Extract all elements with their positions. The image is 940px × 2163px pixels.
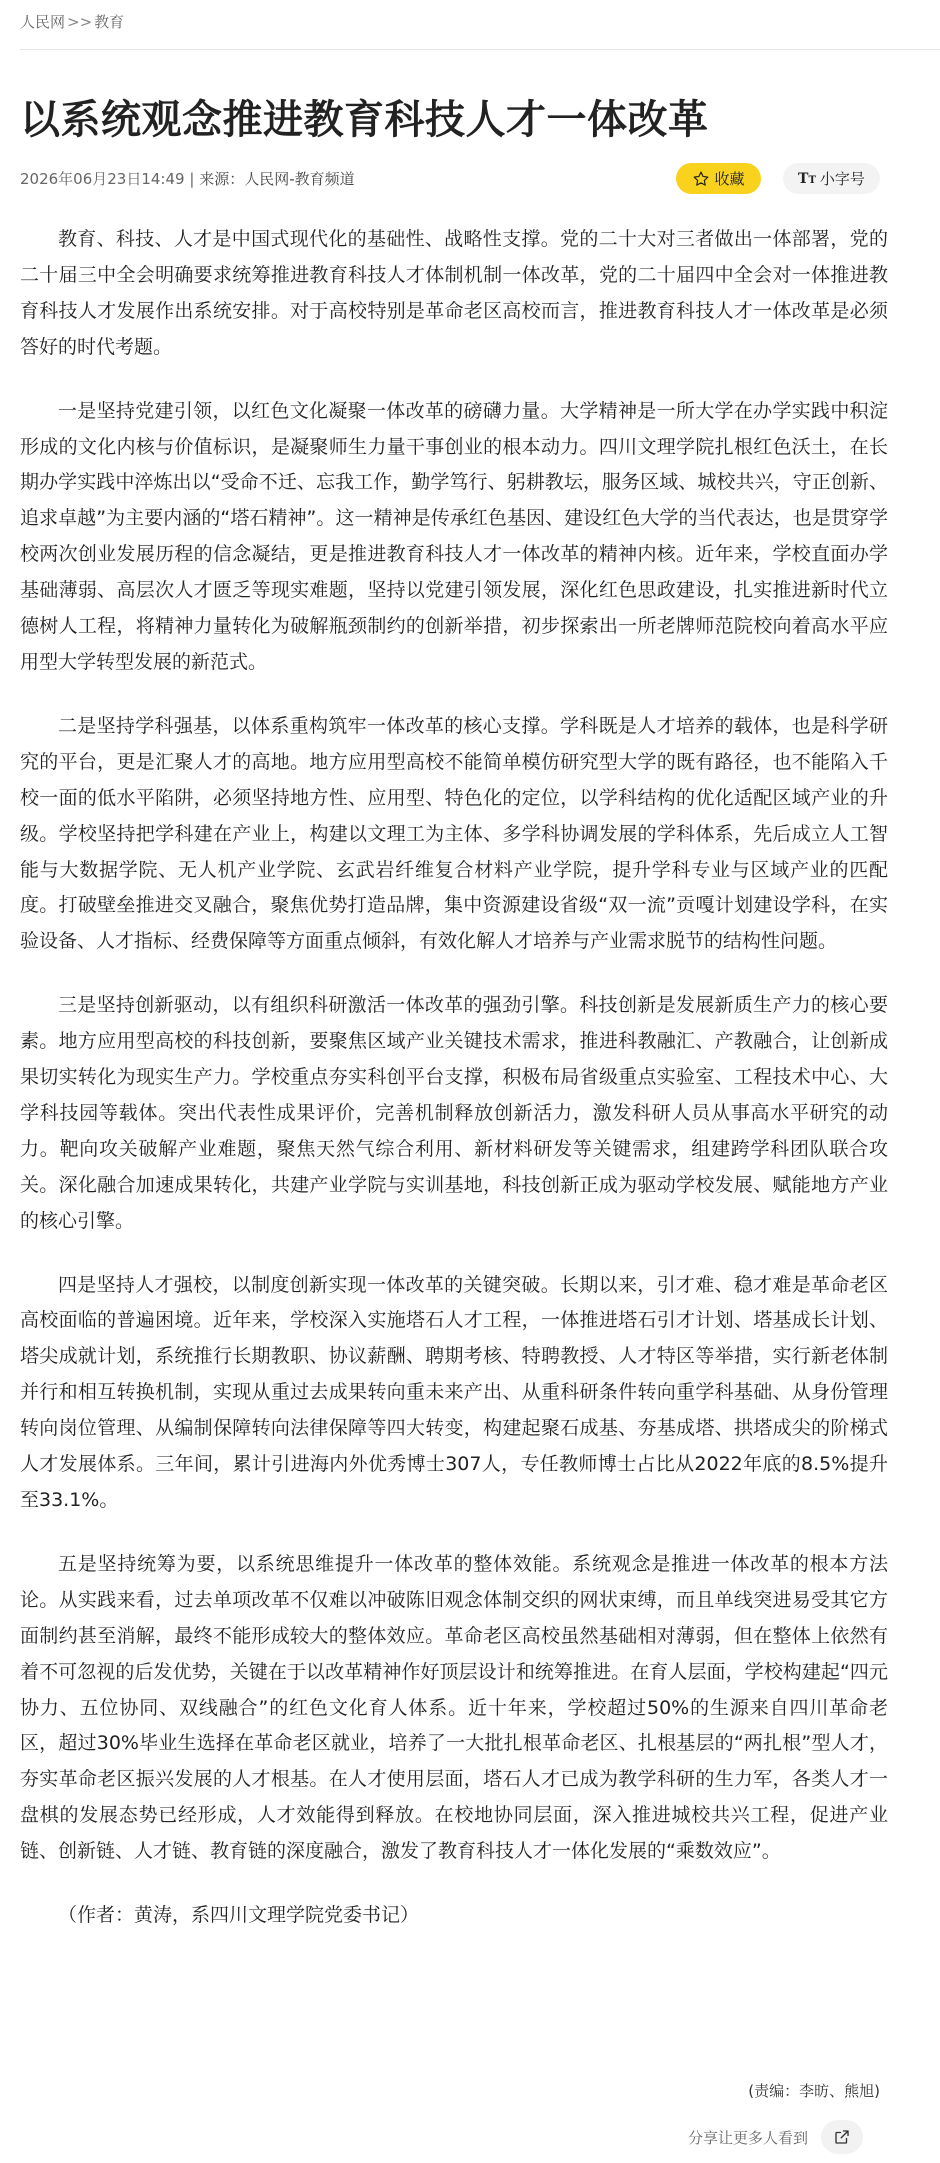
- article-paragraph: 三是坚持创新驱动，以有组织科研激活一体改革的强劲引擎。科技创新是发展新质生产力的核心要素。地方应用型高校的科技创新，要聚焦区域产业关键技术需求，推进科教融汇、产教融合，让创新成果切实转化为现实生产力。学校重点夯实科创平台支撑，积极布局省级重点实验室、工程技术中心、大学科技园等载体。突出代表性成果评价，完善机制释放创新活力，激发科研人员从事高水平研究的动力。靶向攻关破解产业难题，聚焦天然气综合利用、新材料研发等关键需求，组建跨学科团队联合攻关。深化融合加速成果转化，共建产业学院与实训基地，科技创新正成为驱动学校发展、赋能地方产业的核心引擎。: [20, 994, 888, 1232]
- share-label: 分享让更多人看到: [688, 2129, 809, 2147]
- article-paragraph: 二是坚持学科强基，以体系重构筑牢一体改革的核心支撑。学科既是人才培养的载体，也是科学研究的平台，更是汇聚人才的高地。地方应用型高校不能简单模仿研究型大学的既有路径，也不能陷入千校一面的低水平陷阱，必须坚持地方性、应用型、特色化的定位，以学科结构的优化适配区域产业的升级。学校坚持把学科建在产业上，构建以文理工为主体、多学科协调发展的学科体系，先后成立人工智能与大数据学院、无人机产业学院、玄武岩纤维复合材料产业学院，提升学科专业与区域产业的匹配度。打破壁垒推进交叉融合，聚焦优势打造品牌，集中资源建设省级“双一流”贡嘎计划建设学科，在实验设备、人才指标、经费保障等方面重点倾斜，有效化解人才培养与产业需求脱节的结构性问题。: [20, 714, 888, 953]
- source-label: 来源：: [199, 170, 245, 188]
- breadcrumb-separator: >>: [67, 13, 93, 31]
- share-button[interactable]: [821, 2120, 863, 2154]
- text-size-icon: TT: [798, 170, 816, 187]
- favorite-button[interactable]: [676, 163, 761, 194]
- article-paragraph: 四是坚持人才强校，以制度创新实现一体改革的关键突破。长期以来，引才难、稳才难是革命老区高校面临的普遍困境。近年来，学校深入实施塔石人才工程，一体推进塔石引才计划、塔基成长计划、塔尖成就计划，系统推行长期教职、协议薪酬、聘期考核、特聘教授、人才特区等举措，实行新老体制并行和相互转换机制，实现从重过去成果转向重未来产出、从重科研条件转向重学科基础、从身份管理转向岗位管理、从编制保障转向法律保障等四大转变，构建起聚石成基、夯基成塔、拱塔成尖的阶梯式人才发展体系。三年间，累计引进海内外优秀博士307人，专任教师博士占比从2022年底的8.5%提升至33.1%。: [20, 1273, 888, 1511]
- article-paragraph: 五是坚持统筹为要，以系统思维提升一体改革的整体效能。系统观念是推进一体改革的根本方法论。从实践来看，过去单项改革不仅难以冲破陈旧观念体制交织的网状束缚，而且单线突进易受其它方面制约甚至消解，最终不能形成较大的整体效应。革命老区高校虽然基础相对薄弱，但在整体上依然有着不可忽视的后发优势，关键在于以改革精神作好顶层设计和统筹推进。在育人层面，学校构建起“四元协力、五位协同、双线融合”的红色文化育人体系。近十年来，学校超过50%的生源来自四川革命老区，超过30%毕业生选择在革命老区就业，培养了一大批扎根革命老区、扎根基层的“两扎根”型人才，夯实革命老区振兴发展的人才根基。在人才使用层面，塔石人才已成为教学科研的生力军，各类人才一盘棋的发展态势已经形成，人才效能得到释放。在校地协同层面，深入推进城校共兴工程，促进产业链、创新链、人才链、教育链的深度融合，激发了教育科技人才一体化发展的“乘数效应”。: [20, 1552, 888, 1863]
- article-paragraph: 教育、科技、人才是中国式现代化的基础性、战略性支撑。党的二十大对三者做出一体部署，党的二十届三中全会明确要求统筹推进教育科技人才体制机制一体改革，党的二十届四中全会对一体推进教育科技人才发展作出系统安排。对于高校特别是革命老区高校而言，推进教育科技人才一体改革是必须答好的时代考题。: [20, 228, 888, 358]
- header-divider: [20, 49, 940, 50]
- breadcrumb-section-link[interactable]: 教育: [94, 13, 125, 31]
- share-icon: [833, 2128, 851, 2146]
- article-meta: [20, 168, 355, 189]
- favorite-label: 收藏: [714, 170, 745, 188]
- editor-credit: (责编：李昉、熊旭): [748, 2082, 880, 2100]
- article-title: 以系统观念推进教育科技人才一体改革: [20, 97, 709, 143]
- source-link[interactable]: 人民网-教育频道: [244, 170, 355, 188]
- author-line: （作者：黄涛，系四川文理学院党委书记）: [58, 1904, 420, 1927]
- star-icon: [692, 170, 710, 188]
- font-size-button[interactable]: [783, 163, 880, 194]
- meta-divider: |: [189, 170, 195, 188]
- font-size-label: 小字号: [819, 170, 865, 188]
- article-body: [20, 222, 888, 1934]
- article-paragraph: 一是坚持党建引领，以红色文化凝聚一体改革的磅礴力量。大学精神是一所大学在办学实践中积淀形成的文化内核与价值标识，是凝聚师生力量干事创业的根本动力。四川文理学院扎根红色沃土，在长期办学实践中淬炼出以“受命不迁、忘我工作，勤学笃行、躬耕教坛，服务区域、城校共兴，守正创新、追求卓越”为主要内涵的“塔石精神”。这一精神是传承红色基因、建设红色大学的当代表达，也是贯穿学校两次创业发展历程的信念凝结，更是推进教育科技人才一体改革的精神内核。近年来，学校直面办学基础薄弱、高层次人才匮乏等现实难题，坚持以党建引领发展，深化红色思政建设，扎实推进新时代立德树人工程，将精神力量转化为破解瓶颈制约的创新举措，初步探索出一所老牌师范院校向着高水平应用型大学转型发展的新范式。: [20, 399, 888, 673]
- breadcrumb-site-link[interactable]: 人民网: [20, 13, 66, 31]
- breadcrumb: [20, 11, 124, 32]
- publish-datetime: 2026年06月23日14:49: [20, 170, 185, 188]
